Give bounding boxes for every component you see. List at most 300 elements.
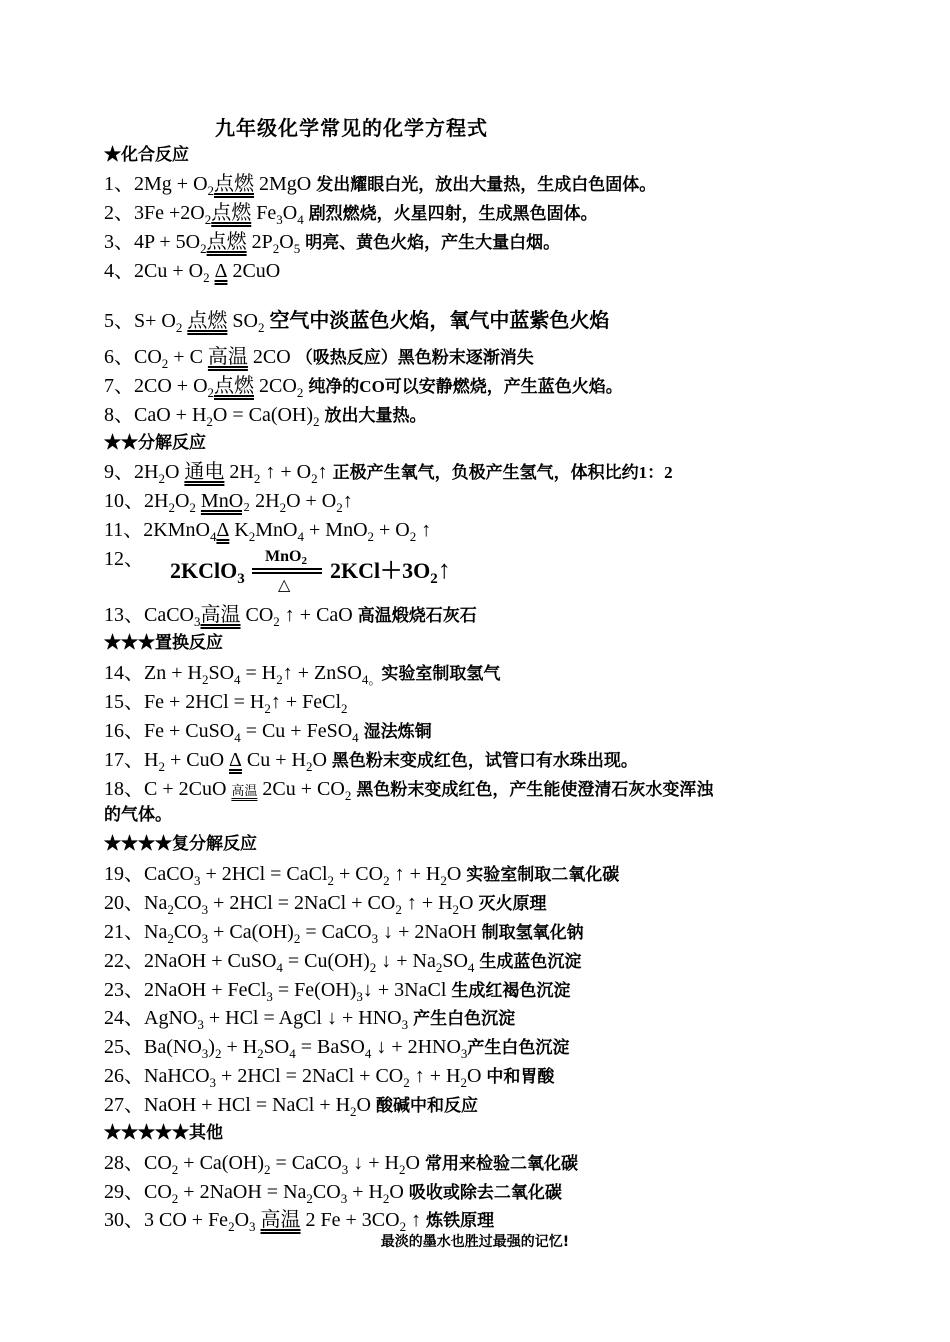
subscript: 2 (395, 902, 402, 917)
subscript: 2 (248, 529, 256, 544)
formula-text: 2NaOH + CuSO (144, 950, 277, 972)
equation-number: 9、 (104, 461, 134, 483)
equation-row (104, 886, 547, 915)
equation (104, 892, 479, 917)
formula-text: C + 2CuO (144, 778, 232, 800)
reaction-condition: 高温 (260, 1209, 301, 1231)
equation-row (104, 398, 427, 427)
equation-number: 30、 (104, 1209, 144, 1231)
equation-note: 的气体。 (104, 805, 172, 824)
formula-text: + 2HCl = 2NaCl + CO (208, 892, 396, 914)
equation (104, 260, 281, 285)
kclo3-heat: △ (278, 575, 291, 594)
equation (104, 749, 332, 774)
formula-text: NaOH + HCl = NaCl + H (144, 1094, 351, 1116)
subscript: 2 (399, 1219, 407, 1234)
equation-row (104, 1001, 515, 1030)
formula-text: H (144, 749, 159, 771)
subscript: 2 (189, 500, 196, 515)
equation-note: 空气中淡蓝色火焰，氧气中蓝紫色火焰 (269, 310, 610, 332)
subscript: 2 (435, 960, 443, 975)
equation (104, 950, 479, 975)
subscript: 4 (297, 212, 304, 227)
section-heading (104, 428, 206, 457)
subscript: 2 (279, 500, 287, 515)
formula-text: + HCl = AgCl ↓ + HNO (203, 1007, 402, 1029)
subscript: 2 (383, 873, 390, 888)
formula-text: 3Fe +2O (134, 202, 205, 224)
formula-text: ↑ + O (260, 461, 312, 483)
formula-text: ↑ (406, 1209, 427, 1231)
subscript: 3 (201, 1046, 209, 1061)
formula-text: SO (227, 310, 258, 332)
reaction-condition: MnO₂ (200, 490, 251, 512)
equation-number: 16、 (104, 720, 144, 742)
equation-number: 27、 (104, 1094, 144, 1116)
equation-note: 酸碱中和反应 (376, 1096, 478, 1115)
subscript: 2 (367, 529, 375, 544)
page-title: 九年级化学常见的化学方程式 (215, 118, 488, 140)
formula-text: ↑ (317, 461, 333, 483)
formula-text: = CaCO (270, 1152, 342, 1174)
equation (104, 720, 364, 745)
equation-number: 10、 (104, 490, 144, 512)
subscript: 3 (209, 1075, 217, 1090)
equation (104, 1065, 487, 1090)
subscript: 4 (276, 960, 283, 975)
equation-row (104, 685, 348, 714)
equation-note: 高温煅烧石灰石 (357, 606, 477, 625)
equation-row (104, 656, 500, 685)
section-heading (104, 829, 257, 858)
formula-text: 4P + 5O (134, 231, 201, 253)
equation-note: 放出大量热。 (324, 406, 427, 425)
equation (104, 404, 325, 429)
reaction-condition: Δ (214, 260, 228, 282)
equation (104, 921, 482, 946)
formula-text: O (446, 863, 467, 885)
subscript: 2 (171, 1191, 179, 1206)
subscript: 2 (204, 212, 212, 227)
formula-text: ↑ (342, 490, 353, 512)
formula-text: 2KMnO (143, 519, 210, 541)
formula-text: = Cu + FeSO (240, 720, 353, 742)
subscript: 3 (401, 1017, 409, 1032)
subscript: 2 (382, 1191, 390, 1206)
subscript: 2 (306, 1191, 313, 1206)
reaction-condition: 高温 (231, 783, 258, 798)
formula-text: Na (144, 892, 168, 914)
subscript: 2 (264, 1162, 271, 1177)
equation-row (104, 196, 598, 225)
equation-number: 12、 (104, 548, 144, 570)
equation-note: 黑色粉末变成红色，试管口有水珠出现。 (331, 751, 638, 770)
formula-text: O (389, 1181, 409, 1203)
subscript: 2 (206, 414, 213, 429)
equation (104, 173, 317, 198)
equation-number: 6、 (104, 346, 134, 368)
kclo3-left: 2KClO (170, 558, 238, 583)
formula-text: O = Ca(OH) (212, 404, 314, 426)
equation-note: 生成红褐色沉淀 (451, 981, 571, 1000)
formula-text: + Ca(OH) (208, 921, 294, 943)
formula-text: + 2HCl = 2NaCl + CO (216, 1065, 404, 1087)
equation (104, 490, 353, 515)
equation (104, 461, 333, 486)
equation-note: 产生白色沉淀 (413, 1009, 516, 1028)
equation-number: 8、 (104, 404, 134, 426)
subscript: 4 (297, 529, 304, 544)
equation (104, 375, 308, 400)
equation-note: 常用来检验二氧化碳 (424, 1154, 578, 1173)
equation (104, 1036, 468, 1061)
equation-note: 纯净的CO可以安静燃烧，产生蓝色火焰。 (308, 377, 623, 396)
formula-text: CO (173, 921, 202, 943)
subscript: 2 (460, 1075, 467, 1090)
formula-text: ↓ + H (348, 1152, 400, 1174)
formula-text: O (459, 892, 479, 914)
subscript: 2 (296, 385, 304, 400)
reaction-condition: 点燃 (214, 173, 255, 195)
subscript: 5 (293, 241, 301, 256)
formula-text: SO (263, 1036, 290, 1058)
equation-note: 发出耀眼白光，放出大量热，生成白色固体。 (316, 175, 657, 194)
reaction-condition: 点燃 (206, 231, 247, 253)
formula-text: CaCO (144, 863, 194, 885)
formula-text: ↓ + Na (376, 950, 436, 972)
equation-number: 13、 (104, 604, 144, 626)
formula-text: O (164, 461, 185, 483)
equation-number: 24、 (104, 1007, 144, 1029)
equation (104, 1152, 425, 1177)
subscript: 4 (364, 1046, 372, 1061)
formula-text: O (234, 1209, 250, 1231)
kclo3-left-sub: 3 (237, 571, 245, 587)
equation-number: 15、 (104, 691, 144, 713)
formula-text: ↑ + H (401, 892, 453, 914)
subscript: 4 (234, 672, 241, 687)
equation-number: 21、 (104, 921, 144, 943)
formula-text: = Fe(OH) (272, 979, 357, 1001)
formula-text: ↑ (416, 519, 432, 541)
equation-number: 22、 (104, 950, 144, 972)
formula-text: K (229, 519, 249, 541)
subscript: 3 (276, 212, 283, 227)
equation-row (104, 484, 353, 513)
subscript: 2 (399, 1162, 406, 1177)
equation (104, 1007, 413, 1032)
formula-text: CO (144, 1152, 172, 1174)
subscript: 2 (214, 1046, 222, 1061)
reaction-condition: 高温 (200, 604, 241, 626)
kclo3-arrow: ↑ (437, 555, 451, 584)
subscript: 2 (175, 320, 183, 335)
formula-text: + CuO (164, 749, 230, 771)
formula-text: + Ca(OH) (178, 1152, 264, 1174)
subscript: 2 (168, 500, 175, 515)
equation-row (104, 915, 584, 944)
subscript: 2 (440, 873, 447, 888)
equation-number: 14、 (104, 662, 144, 684)
reaction-condition: 高温 (207, 346, 248, 368)
equation-note: 制取氢氧化钠 (481, 923, 584, 942)
formula-text: O (405, 1152, 425, 1174)
kclo3-catalyst: MnO (265, 548, 302, 565)
formula-text: O (174, 490, 190, 512)
equation-row (104, 1088, 478, 1117)
equation (104, 1209, 427, 1234)
formula-text: Fe + 2HCl = H (144, 691, 265, 713)
subscript: 2 (264, 701, 271, 716)
equation-note: 吸收或除去二氧化碳 (408, 1183, 562, 1202)
subscript: 2 (403, 1075, 410, 1090)
subscript: 2 (200, 241, 207, 256)
equation-note: 实验室制取氢气 (381, 664, 501, 683)
formula-text: 2Mg + O (134, 173, 208, 195)
equation-number: 20、 (104, 892, 144, 914)
formula-text: ↓ + 2NaOH (378, 921, 482, 943)
subscript: 3 (194, 614, 201, 629)
equation-row (104, 857, 619, 886)
subscript: 2 (276, 672, 283, 687)
equation-note: （吸热反应）黑色粉末逐渐消失 (295, 348, 534, 367)
formula-text: ) (208, 1036, 215, 1058)
equation (104, 548, 144, 570)
formula-text: + H (221, 1036, 258, 1058)
equation-row (104, 743, 638, 772)
equation-number: 7、 (104, 375, 134, 397)
subscript: 2 (207, 385, 215, 400)
equation-row (104, 944, 581, 973)
equation (104, 519, 432, 544)
footer-motto: 最淡的墨水也胜过最强的记忆! (380, 1234, 570, 1250)
equation-note: 中和胃酸 (486, 1067, 555, 1086)
formula-text: Cu + H (241, 749, 306, 771)
formula-text: 2CuO (227, 260, 281, 282)
subscript: 3 (340, 1191, 348, 1206)
formula-text: 2 Fe + 3CO (300, 1209, 400, 1231)
equation (104, 691, 348, 716)
equation-note: 正极产生氧气，负极产生氢气，体积比约1：2 (332, 463, 673, 482)
formula-text: SO (442, 950, 468, 972)
formula-text: ↓ + 3NaCl (362, 979, 452, 1001)
subscript: 3 (249, 1219, 256, 1234)
subscript: 2 (228, 1219, 235, 1234)
formula-text: 2H (250, 490, 280, 512)
equation-number: 25、 (104, 1036, 144, 1058)
formula-text: + 2HCl = CaCl (200, 863, 328, 885)
svg-text:2KCl＋3O2↑ (330, 555, 451, 587)
equation-note: 产生白色沉淀 (467, 1038, 570, 1057)
kclo3-right-sub: 2 (430, 571, 438, 587)
formula-text: + MnO (304, 519, 368, 541)
formula-text: S+ O (134, 310, 176, 332)
formula-text: Fe + CuSO (144, 720, 235, 742)
formula-text: MnO (255, 519, 298, 541)
reaction-condition: Δ (229, 749, 242, 771)
subscript: 2 (341, 701, 348, 716)
formula-text: + H (347, 1181, 383, 1203)
equation-row (104, 513, 431, 542)
formula-text: SO (208, 662, 235, 684)
subscript: 2 (311, 471, 318, 486)
subscript: 3 (197, 1017, 204, 1032)
equation-row (104, 542, 144, 571)
formula-text: CO (312, 1181, 341, 1203)
formula-text: CO (144, 1181, 172, 1203)
formula-text: 3 CO + Fe (144, 1209, 229, 1231)
subscript: 4 (289, 1046, 296, 1061)
subscript: 2 (257, 320, 265, 335)
equation-row (104, 598, 477, 627)
formula-text: CaO + H (134, 404, 207, 426)
equation-row (104, 167, 656, 196)
equation (104, 231, 305, 256)
subscript: 4 (467, 960, 475, 975)
formula-text: 2H (224, 461, 254, 483)
subscript: 2 (161, 356, 169, 371)
equation-note: 炼铁原理 (426, 1211, 495, 1230)
subscript: 3 (341, 1162, 349, 1177)
equation-row (104, 1175, 562, 1204)
equation (104, 1094, 376, 1119)
formula-text: ↑ + H (409, 1065, 461, 1087)
subscript: 2 (158, 471, 165, 486)
note-continuation (104, 800, 172, 829)
equation-number: 4、 (104, 260, 134, 282)
formula-text: = BaSO (295, 1036, 365, 1058)
formula-text: Ba(NO (144, 1036, 202, 1058)
formula-text: O (282, 202, 298, 224)
equation-number: 2、 (104, 202, 134, 224)
formula-text: 2P (246, 231, 273, 253)
formula-text: CaCO (144, 604, 194, 626)
svg-text:MnO2 (265, 548, 307, 567)
formula-text: ↑ + CaO (279, 604, 358, 626)
subscript: 2 (201, 672, 209, 687)
formula-text: Zn + H (144, 662, 202, 684)
subscript: 2 (313, 414, 320, 429)
equation (104, 979, 452, 1004)
subscript: 3 (194, 873, 201, 888)
equation-number: 1、 (104, 173, 134, 195)
section-heading (104, 140, 189, 169)
equation-row (104, 1146, 578, 1175)
equation-note: 明亮、黄色火焰，产生大量白烟。 (305, 233, 561, 252)
equation (104, 1181, 409, 1206)
subscript: 2 (293, 931, 301, 946)
formula-text: NaHCO (144, 1065, 210, 1087)
equation-number: 11、 (104, 519, 144, 541)
subscript: 4 (234, 730, 241, 745)
subscript: 4 (209, 529, 217, 544)
subscript: 2 (369, 960, 377, 975)
section-title: ★★分解反应 (104, 433, 206, 452)
formula-text: O + O (286, 490, 337, 512)
formula-text: + CO (334, 863, 384, 885)
subscript: 3 (266, 989, 273, 1004)
section-title: ★★★★★其他 (104, 1123, 223, 1142)
section-heading (104, 1118, 223, 1147)
reaction-condition: 点燃 (214, 375, 255, 397)
reaction-condition: 点燃 (187, 310, 228, 332)
equation-row (104, 973, 570, 1002)
equation-number: 23、 (104, 979, 144, 1001)
formula-text: ↑ + H (389, 863, 441, 885)
equation-note: 黑色粉末变成红色，产生能使澄清石灰水变浑浊 (356, 780, 714, 799)
subscript: 2 (257, 1046, 264, 1061)
subscript: 3 (356, 989, 363, 1004)
equation-row (104, 304, 609, 333)
reaction-condition: Δ (216, 519, 230, 541)
formula-text: ↓ + 2HNO (371, 1036, 461, 1058)
subscript: 2 (344, 788, 352, 803)
formula-text: ↑ + FeCl (270, 691, 342, 713)
formula-text: 2NaOH + FeCl (144, 979, 267, 1001)
formula-text: O (466, 1065, 487, 1087)
formula-text: 2CO (247, 346, 296, 368)
equation (104, 346, 296, 371)
equation-number: 17、 (104, 749, 144, 771)
equation-note: 实验室制取二氧化碳 (466, 865, 620, 884)
equation-row (104, 340, 534, 369)
formula-text: = H (240, 662, 277, 684)
section-title: ★化合反应 (104, 145, 189, 164)
equation (104, 662, 382, 687)
formula-text: 2H (134, 461, 159, 483)
formula-text: O (312, 749, 332, 771)
equation-row (104, 714, 432, 743)
reaction-condition: 点燃 (211, 202, 252, 224)
formula-text: CO (240, 604, 274, 626)
subscript: 4。 (361, 672, 382, 687)
equation-number: 29、 (104, 1181, 144, 1203)
section-heading (104, 628, 223, 657)
subscript: 2 (336, 500, 343, 515)
subscript: 2 (167, 902, 174, 917)
subscript: 2 (305, 759, 313, 774)
subscript: 2 (272, 241, 280, 256)
equation-row (104, 225, 560, 254)
formula-text: = CaCO (300, 921, 372, 943)
equation-number: 26、 (104, 1065, 144, 1087)
equation-row (104, 455, 673, 484)
formula-text: Na (144, 921, 168, 943)
subscript: 2 (158, 759, 165, 774)
subscript: 2 (350, 1104, 357, 1119)
subscript: 2 (452, 902, 460, 917)
formula-text: 2Cu + CO (257, 778, 345, 800)
subscript: 2 (207, 183, 215, 198)
equation-number: 19、 (104, 863, 144, 885)
subscript: 4 (352, 730, 359, 745)
equation (104, 202, 309, 227)
subscript: 3 (460, 1046, 468, 1061)
equation-row (104, 1059, 554, 1088)
formula-text: Fe (251, 202, 277, 224)
formula-text: O (279, 231, 294, 253)
subscript: 3 (201, 931, 209, 946)
equation-row (104, 1030, 569, 1059)
equation-row (104, 1203, 494, 1232)
subscript: 2 (409, 529, 417, 544)
equation-note: 生成蓝色沉淀 (479, 952, 582, 971)
equation (104, 778, 356, 803)
equation-note: 灭火原理 (478, 894, 547, 913)
formula-text: O (356, 1094, 376, 1116)
subscript: 2 (171, 1162, 179, 1177)
equation-number: 18、 (104, 778, 144, 800)
